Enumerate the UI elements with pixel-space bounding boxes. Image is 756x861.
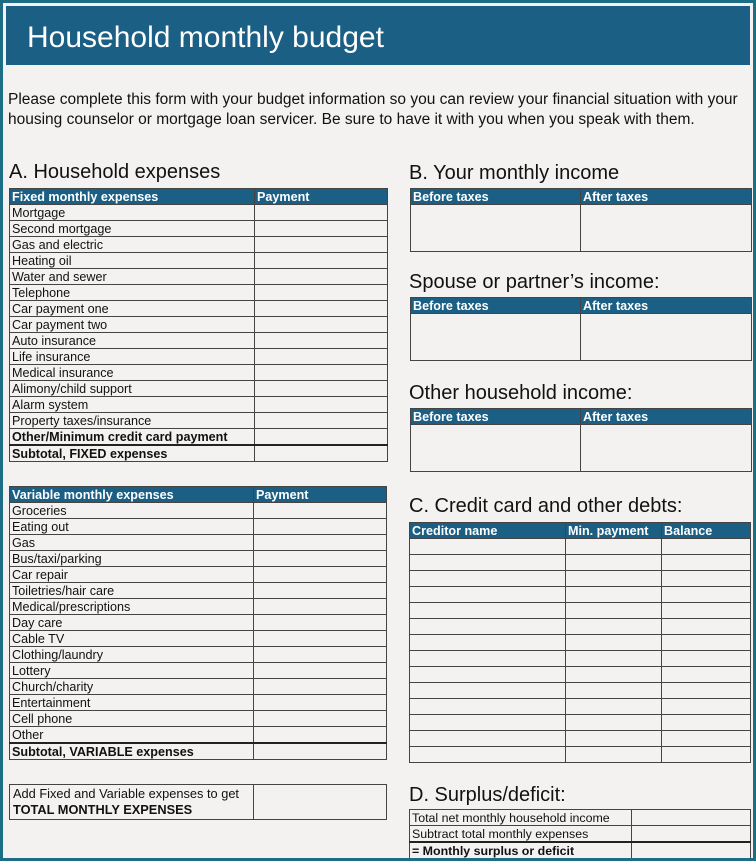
payment-cell[interactable] <box>255 237 388 253</box>
creditor-name-cell[interactable] <box>410 539 566 555</box>
payment-cell[interactable] <box>255 397 388 413</box>
subtotal-row <box>10 445 388 462</box>
expense-row <box>10 551 387 567</box>
income-after-cell[interactable] <box>581 205 752 252</box>
creditor-name-cell[interactable] <box>410 555 566 571</box>
fixed-payment-header: Payment <box>255 189 388 205</box>
total-expenses-line1: Add Fixed and Variable expenses to get <box>13 786 239 801</box>
expense-row <box>10 519 387 535</box>
expense-row <box>10 647 387 663</box>
expense-row <box>10 349 388 365</box>
other-after-header: After taxes <box>581 409 752 425</box>
fixed-expenses-header: Fixed monthly expenses <box>10 189 255 205</box>
payment-cell[interactable] <box>254 615 387 631</box>
expense-label: Groceries <box>10 503 254 519</box>
balance-cell[interactable] <box>662 571 751 587</box>
expense-row <box>10 583 387 599</box>
payment-cell[interactable] <box>255 429 388 446</box>
balance-cell[interactable] <box>662 619 751 635</box>
expense-label: Telephone <box>10 285 255 301</box>
balance-cell[interactable] <box>662 555 751 571</box>
expense-label: Mortgage <box>10 205 255 221</box>
debt-row <box>410 747 751 763</box>
expense-label: Car repair <box>10 567 254 583</box>
payment-cell[interactable] <box>254 679 387 695</box>
expense-row <box>10 253 388 269</box>
creditor-name-cell[interactable] <box>410 731 566 747</box>
spouse-before-header: Before taxes <box>411 298 581 314</box>
creditor-name-header: Creditor name <box>410 523 566 539</box>
debt-row <box>410 683 751 699</box>
expense-label: Cable TV <box>10 631 254 647</box>
total-expenses-label <box>10 785 254 820</box>
payment-cell[interactable] <box>254 727 387 744</box>
payment-cell[interactable] <box>255 413 388 429</box>
surplus-row-label: = Monthly surplus or deficit <box>410 842 632 859</box>
expense-label: Bus/taxi/parking <box>10 551 254 567</box>
expense-label: Eating out <box>10 519 254 535</box>
expense-row <box>10 413 388 429</box>
other-income-table <box>410 408 752 472</box>
expense-label: Heating oil <box>10 253 255 269</box>
fixed-expenses-table <box>9 188 388 462</box>
expense-row <box>10 567 387 583</box>
expense-label: Alarm system <box>10 397 255 413</box>
min-payment-cell[interactable] <box>566 651 662 667</box>
payment-cell[interactable] <box>255 269 388 285</box>
expense-row <box>10 663 387 679</box>
payment-cell[interactable] <box>254 663 387 679</box>
creditor-name-cell[interactable] <box>410 587 566 603</box>
other-before-header: Before taxes <box>411 409 581 425</box>
intro-text: Please complete this form with your budget information so you can review your financial situation with your housing counselor or mortgage loan servicer. Be sure to have it with you when you speak with them. <box>8 91 738 128</box>
total-expenses-line2: TOTAL MONTHLY EXPENSES <box>13 802 193 817</box>
expense-row <box>10 221 388 237</box>
expense-label: Property taxes/insurance <box>10 413 255 429</box>
creditor-name-cell[interactable] <box>410 667 566 683</box>
min-payment-cell[interactable] <box>566 667 662 683</box>
debt-row <box>410 571 751 587</box>
debt-row <box>410 699 751 715</box>
expense-label: Lottery <box>10 663 254 679</box>
subtotal-payment-cell[interactable] <box>255 445 388 462</box>
expense-label: Medical/prescriptions <box>10 599 254 615</box>
creditor-name-cell[interactable] <box>410 699 566 715</box>
balance-cell[interactable] <box>662 683 751 699</box>
min-payment-header: Min. payment <box>566 523 662 539</box>
creditor-name-cell[interactable] <box>410 603 566 619</box>
balance-cell[interactable] <box>662 635 751 651</box>
other-income-heading: Other household income: <box>409 382 633 404</box>
expense-label: Toiletries/hair care <box>10 583 254 599</box>
debt-row <box>410 651 751 667</box>
payment-cell[interactable] <box>255 301 388 317</box>
variable-expenses-table <box>9 486 387 760</box>
payment-cell[interactable] <box>255 205 388 221</box>
other-after-cell[interactable] <box>581 425 752 472</box>
payment-cell[interactable] <box>255 317 388 333</box>
min-payment-cell[interactable] <box>566 603 662 619</box>
debt-row <box>410 667 751 683</box>
expense-label: Entertainment <box>10 695 254 711</box>
creditor-name-cell[interactable] <box>410 571 566 587</box>
expense-row <box>10 535 387 551</box>
min-payment-cell[interactable] <box>566 587 662 603</box>
payment-cell[interactable] <box>255 381 388 397</box>
debt-row <box>410 731 751 747</box>
subtotal-payment-cell[interactable] <box>254 743 387 760</box>
payment-cell[interactable] <box>254 503 387 519</box>
debt-row <box>410 603 751 619</box>
surplus-row-label: Total net monthly household income <box>410 810 632 826</box>
min-payment-cell[interactable] <box>566 699 662 715</box>
payment-cell[interactable] <box>254 519 387 535</box>
expense-label: Auto insurance <box>10 333 255 349</box>
balance-cell[interactable] <box>662 715 751 731</box>
expense-row <box>10 599 387 615</box>
expense-row <box>10 727 387 744</box>
expense-label: Water and sewer <box>10 269 255 285</box>
expense-label: Gas and electric <box>10 237 255 253</box>
payment-cell[interactable] <box>255 253 388 269</box>
surplus-deficit-heading: D. Surplus/deficit: <box>409 784 566 806</box>
subtotal-label: Subtotal, FIXED expenses <box>10 445 255 462</box>
variable-expenses-header: Variable monthly expenses <box>10 487 254 503</box>
payment-cell[interactable] <box>255 221 388 237</box>
expense-label: Second mortgage <box>10 221 255 237</box>
spouse-before-cell[interactable] <box>411 314 581 361</box>
expense-label: Medical insurance <box>10 365 255 381</box>
total-expenses-table <box>9 784 387 820</box>
expense-row <box>10 631 387 647</box>
expense-label: Car payment two <box>10 317 255 333</box>
expense-label: Cell phone <box>10 711 254 727</box>
expense-label: Gas <box>10 535 254 551</box>
expense-row <box>10 381 388 397</box>
expense-label: Church/charity <box>10 679 254 695</box>
variable-payment-header: Payment <box>254 487 387 503</box>
payment-cell[interactable] <box>255 285 388 301</box>
income-before-cell[interactable] <box>411 205 581 252</box>
title-banner <box>6 6 750 65</box>
expense-row <box>10 237 388 253</box>
credit-debts-table <box>409 522 751 763</box>
surplus-deficit-table <box>409 809 751 859</box>
min-payment-cell[interactable] <box>566 635 662 651</box>
total-expenses-cell[interactable] <box>254 785 387 820</box>
min-payment-cell[interactable] <box>566 555 662 571</box>
payment-cell[interactable] <box>254 583 387 599</box>
subtotal-label: Subtotal, VARIABLE expenses <box>10 743 254 760</box>
min-payment-cell[interactable] <box>566 683 662 699</box>
expense-row <box>10 365 388 381</box>
balance-cell[interactable] <box>662 539 751 555</box>
balance-cell[interactable] <box>662 699 751 715</box>
creditor-name-cell[interactable] <box>410 651 566 667</box>
min-payment-cell[interactable] <box>566 747 662 763</box>
expense-row <box>10 397 388 413</box>
payment-cell[interactable] <box>254 711 387 727</box>
min-payment-cell[interactable] <box>566 619 662 635</box>
income-table <box>410 188 752 252</box>
debt-row <box>410 619 751 635</box>
surplus-row-label: Subtract total monthly expenses <box>410 826 632 843</box>
min-payment-cell[interactable] <box>566 731 662 747</box>
balance-cell[interactable] <box>662 667 751 683</box>
payment-cell[interactable] <box>255 333 388 349</box>
balance-cell[interactable] <box>662 587 751 603</box>
expense-label: Other/Minimum credit card payment <box>10 429 255 446</box>
debt-row <box>410 587 751 603</box>
expense-label: Life insurance <box>10 349 255 365</box>
payment-cell[interactable] <box>255 365 388 381</box>
balance-cell[interactable] <box>662 651 751 667</box>
payment-cell[interactable] <box>254 631 387 647</box>
balance-cell[interactable] <box>662 603 751 619</box>
surplus-row-value[interactable] <box>632 810 751 826</box>
expense-row <box>10 205 388 221</box>
expense-row <box>10 317 388 333</box>
monthly-income-heading: B. Your monthly income <box>409 162 620 184</box>
credit-debts-heading: C. Credit card and other debts: <box>409 495 683 517</box>
expense-row <box>10 695 387 711</box>
creditor-name-cell[interactable] <box>410 635 566 651</box>
expense-row <box>10 429 388 446</box>
creditor-name-cell[interactable] <box>410 683 566 699</box>
payment-cell[interactable] <box>254 647 387 663</box>
expense-label: Car payment one <box>10 301 255 317</box>
expense-row <box>10 679 387 695</box>
debt-row <box>410 635 751 651</box>
surplus-row-value[interactable] <box>632 826 751 843</box>
spouse-after-cell[interactable] <box>581 314 752 361</box>
income-after-header: After taxes <box>581 189 752 205</box>
household-expenses-heading: A. Household expenses <box>9 161 221 183</box>
payment-cell[interactable] <box>255 349 388 365</box>
creditor-name-cell[interactable] <box>410 715 566 731</box>
page-title: Household monthly budget <box>27 21 384 54</box>
expense-row <box>10 285 388 301</box>
spouse-income-table <box>410 297 752 361</box>
spouse-after-header: After taxes <box>581 298 752 314</box>
min-payment-cell[interactable] <box>566 715 662 731</box>
expense-row <box>10 269 388 285</box>
expense-row <box>10 615 387 631</box>
expense-row <box>10 711 387 727</box>
balance-header: Balance <box>662 523 751 539</box>
min-payment-cell[interactable] <box>566 571 662 587</box>
expense-label: Other <box>10 727 254 744</box>
debt-row <box>410 715 751 731</box>
expense-label: Clothing/laundry <box>10 647 254 663</box>
expense-label: Alimony/child support <box>10 381 255 397</box>
debt-row <box>410 539 751 555</box>
other-before-cell[interactable] <box>411 425 581 472</box>
spouse-income-heading: Spouse or partner’s income: <box>409 271 660 293</box>
creditor-name-cell[interactable] <box>410 747 566 763</box>
surplus-row-value[interactable] <box>632 842 751 859</box>
expense-row <box>10 301 388 317</box>
min-payment-cell[interactable] <box>566 539 662 555</box>
payment-cell[interactable] <box>254 535 387 551</box>
payment-cell[interactable] <box>254 695 387 711</box>
balance-cell[interactable] <box>662 747 751 763</box>
debt-row <box>410 555 751 571</box>
income-before-header: Before taxes <box>411 189 581 205</box>
expense-row <box>10 333 388 349</box>
subtotal-row <box>10 743 387 760</box>
payment-cell[interactable] <box>254 551 387 567</box>
creditor-name-cell[interactable] <box>410 619 566 635</box>
balance-cell[interactable] <box>662 731 751 747</box>
payment-cell[interactable] <box>254 567 387 583</box>
payment-cell[interactable] <box>254 599 387 615</box>
expense-row <box>10 503 387 519</box>
expense-label: Day care <box>10 615 254 631</box>
